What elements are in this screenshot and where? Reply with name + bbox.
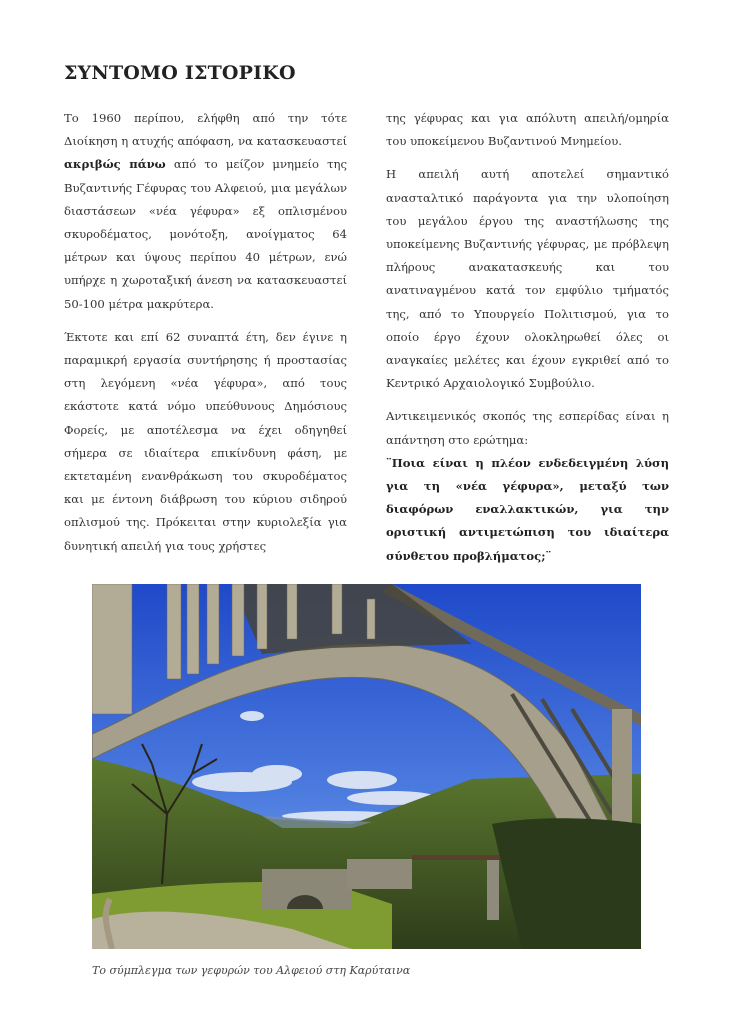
right-column <box>386 107 669 578</box>
figure-caption: Το σύμπλεγμα των γεφυρών του Αλφειού στη Καρύταινα <box>92 964 411 977</box>
paragraph-continuation: της γέφυρας και για απόλυτη απειλή/ομηρία του υποκείμενου Βυζαντινού Μνημείου. <box>386 111 669 149</box>
paragraph-history-1 <box>64 107 347 316</box>
end-pillar <box>612 709 632 829</box>
page-title: ΣΥΝΤΟΜΟ ΙΣΤΟΡΙΚΟ <box>64 62 296 84</box>
left-column <box>64 107 347 568</box>
paragraph-text: από το μείζον μνημείο της Βυζαντινής Γέφυρας του Αλφειού, μια μεγάλων διαστάσεων «νέα γέφυρα» εξ οπλισμένου σκυροδέματος, μονότοξη, ανοίγματος 64 μέτρων και ύψους περίπου 40 μέτρων, ενώ υπήρχε η χωροταξική άνεση να κατασκευαστεί 50-100 μέτρα μακρύτερα. <box>64 157 347 311</box>
paragraph-text: Το 1960 περίπου, ελήφθη από την τότε Διοίκηση η ατυχής απόφαση, να κατασκευαστεί <box>64 111 347 149</box>
paragraph-objective: Αντικειμενικός σκοπός της εσπερίδας είναι η απάντηση στο ερώτημα: <box>386 409 669 447</box>
key-question: ¨Ποια είναι η πλέον ενδεδειγμένη λύση για τη «νέα γέφυρα», μεταξύ των διαφόρων εναλλακτικών, για την οριστική αντιμετώπιση του ιδιαίτερα σύνθετου προβλήματος;¨ <box>386 455 669 563</box>
bridge-photo <box>92 584 641 949</box>
paragraph-threat: Η απειλή αυτή αποτελεί σημαντικό ανασταλτικό παράγοντα για την υλοποίηση του μεγάλου έργου της αναστήλωσης της υποκείμενης Βυζαντινής γέφυρας, με πρόβλεψη πλήρους ανακατασκευής και του ανατιναγμένου κατά τον εμφύλιο τμήματός της, από το Υπουργείο Πολιτισμού, για το οποίο έργο έχουν ολοκληρωθεί όλες οι αναγκαίες μελέτες και έχουν εγκριθεί από το Κεντρικό Αρχαιολογικό Συμβούλιο. <box>386 167 669 391</box>
bridge-photo-illustration <box>92 584 641 949</box>
emphasis-text: ακριβώς πάνω <box>64 157 166 172</box>
paragraph-history-2: Έκτοτε και επί 62 συναπτά έτη, δεν έγινε η παραμικρή εργασία συντήρησης ή προστασίας στη λεγόμενη «νέα γέφυρα», από τους εκάστοτε κατά νόμο υπεύθυνους Δημόσιους Φορείς, με αποτέλεσμα να έχει οδηγηθεί σήμερα σε ιδιαίτερα επικίνδυνη φάση, με εκτεταμένη ενανθράκωση του σκυροδέματος και με έντονη διάβρωση του κύριου σιδηρού οπλισμού της. Πρόκειται στην κυριολεξία για δυνητική απειλή για τους χρήστες <box>64 329 347 553</box>
